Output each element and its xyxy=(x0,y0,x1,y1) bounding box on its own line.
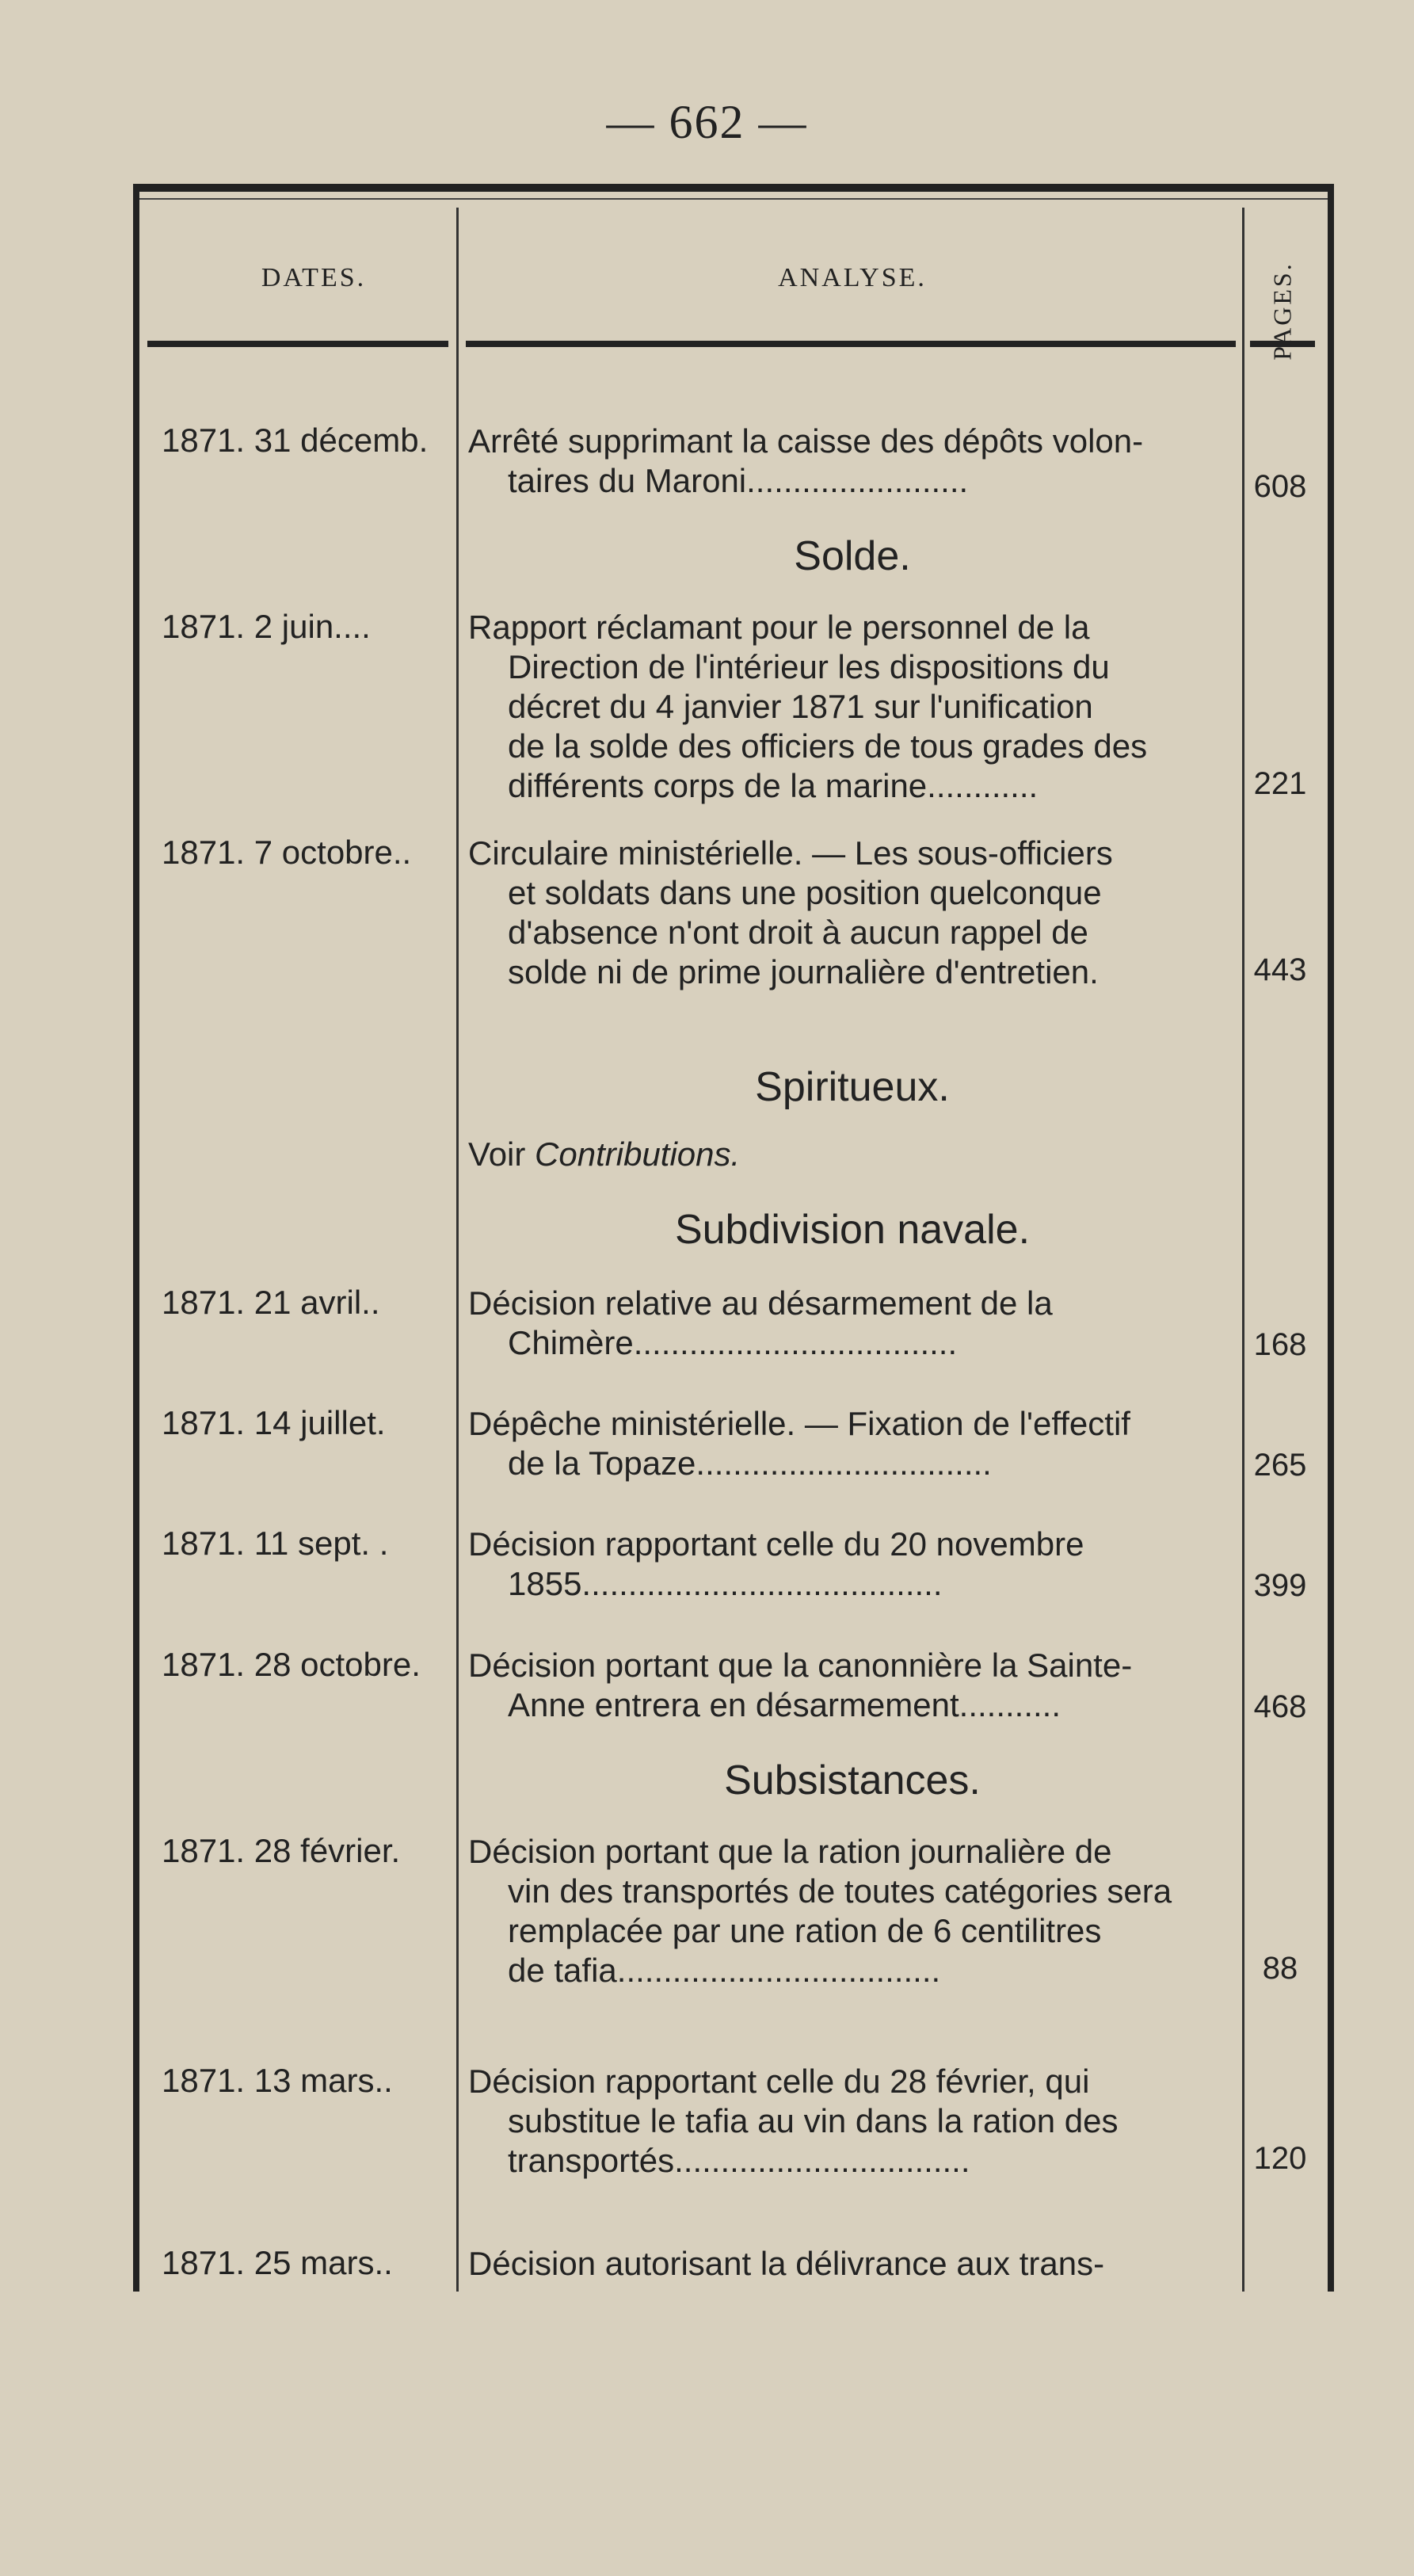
entry-date: 1871. 31 décemb. xyxy=(162,422,429,459)
entry-page: 468 xyxy=(1253,1689,1307,1724)
top-rule xyxy=(139,184,1328,192)
entry-text xyxy=(468,1646,1237,1725)
entry-line: Décision portant que la ration journalière de xyxy=(468,1833,1112,1870)
section-heading: Subsistances. xyxy=(724,1757,981,1803)
header-rule xyxy=(147,341,448,347)
entry-line: solde ni de prime journalière d'entretien. xyxy=(508,953,1099,990)
entry-page: 120 xyxy=(1253,2141,1307,2176)
index-table xyxy=(133,184,1334,2292)
entry-date: 1871. 11 sept. . xyxy=(162,1525,389,1562)
header-pages xyxy=(1247,239,1318,382)
see-also-label: Voir xyxy=(468,1135,526,1173)
entry-date: 1871. 28 octobre. xyxy=(162,1646,421,1683)
entry-page: 221 xyxy=(1253,766,1307,801)
see-also-reference: Contributions. xyxy=(535,1135,741,1173)
entry-date: 1871. 14 juillet. xyxy=(162,1404,386,1441)
section-heading: Subdivision navale. xyxy=(674,1207,1031,1253)
header-rule xyxy=(1250,341,1315,347)
page-number: — 662 — xyxy=(606,96,808,148)
entry-line: Décision rapportant celle du 28 février, qui xyxy=(468,2063,1090,2100)
entry-line: Arrêté supprimant la caisse des dépôts volon- xyxy=(468,422,1144,460)
entry-line: Chimère................................... xyxy=(508,1324,958,1361)
entry-line: de tafia................................... xyxy=(508,1952,941,1989)
entry-line: de la Topaze................................ xyxy=(508,1444,992,1482)
entry-line: vin des transportés de toutes catégories sera xyxy=(508,1872,1172,1910)
entry-line: 1855....................................... xyxy=(508,1565,943,1602)
entry-date: 1871. 28 février. xyxy=(162,1832,401,1869)
entry-line: remplacée par une ration de 6 centilitres xyxy=(508,1912,1102,1949)
entry-page: 399 xyxy=(1253,1568,1307,1603)
entry-line: transportés................................ xyxy=(508,2142,970,2179)
top-rule-thin xyxy=(139,198,1328,200)
entry-date: 1871. 2 juin.... xyxy=(162,608,371,645)
entry-date: 1871. 21 avril.. xyxy=(162,1284,380,1321)
entry-text xyxy=(468,1832,1237,1990)
entry-text xyxy=(468,608,1237,806)
entry-page: 608 xyxy=(1253,469,1307,504)
entry-line: et soldats dans une position quelconque xyxy=(508,874,1102,911)
entry-date: 1871. 13 mars.. xyxy=(162,2062,393,2099)
entry-line: substitue le tafia au vin dans la ration des xyxy=(508,2102,1119,2139)
entry-line: Dépêche ministérielle. — Fixation de l'effectif xyxy=(468,1405,1130,1442)
entry-page: 168 xyxy=(1253,1327,1307,1362)
column-divider-dates xyxy=(456,208,459,2292)
entry-text xyxy=(468,2244,1237,2284)
header-analyse: ANALYSE. xyxy=(778,263,927,292)
entry-date: 1871. 25 mars.. xyxy=(162,2244,393,2281)
entry-line: Anne entrera en désarmement........... xyxy=(508,1686,1061,1723)
entry-page: 88 xyxy=(1262,1951,1298,1986)
entry-text xyxy=(468,1525,1237,1604)
entry-page: 265 xyxy=(1253,1448,1307,1483)
entry-page: 443 xyxy=(1253,952,1307,987)
entry-line: différents corps de la marine............ xyxy=(508,767,1039,804)
entry-line: Décision autorisant la délivrance aux trans- xyxy=(468,2245,1105,2282)
entry-line: décret du 4 janvier 1871 sur l'unification xyxy=(508,688,1093,725)
entry-line: de la solde des officiers de tous grades des xyxy=(508,727,1148,765)
entry-line: taires du Maroni........................ xyxy=(508,462,969,499)
section-heading: Spiritueux. xyxy=(755,1064,950,1110)
entry-line: Décision portant que la canonnière la Sainte- xyxy=(468,1647,1133,1684)
entry-text xyxy=(468,834,1237,992)
entry-line: Rapport réclamant pour le personnel de la xyxy=(468,609,1090,646)
entry-text xyxy=(468,422,1237,501)
entry-line: Décision relative au désarmement de la xyxy=(468,1284,1053,1322)
entry-text xyxy=(468,1404,1237,1483)
header-rule xyxy=(466,341,1236,347)
entry-date: 1871. 7 octobre.. xyxy=(162,834,412,871)
entry-line: d'absence n'ont droit à aucun rappel de xyxy=(508,914,1088,951)
see-also xyxy=(468,1135,1237,1174)
entry-line: Décision rapportant celle du 20 novembre xyxy=(468,1525,1084,1563)
header-pages-label: PAGES. xyxy=(1267,261,1297,361)
section-heading: Solde. xyxy=(794,533,911,579)
header-dates: DATES. xyxy=(261,263,367,292)
entry-text xyxy=(468,2062,1237,2181)
entry-line: Circulaire ministérielle. — Les sous-officiers xyxy=(468,834,1113,872)
entry-line: Direction de l'intérieur les dispositions du xyxy=(508,648,1110,685)
entry-text xyxy=(468,1284,1237,1363)
